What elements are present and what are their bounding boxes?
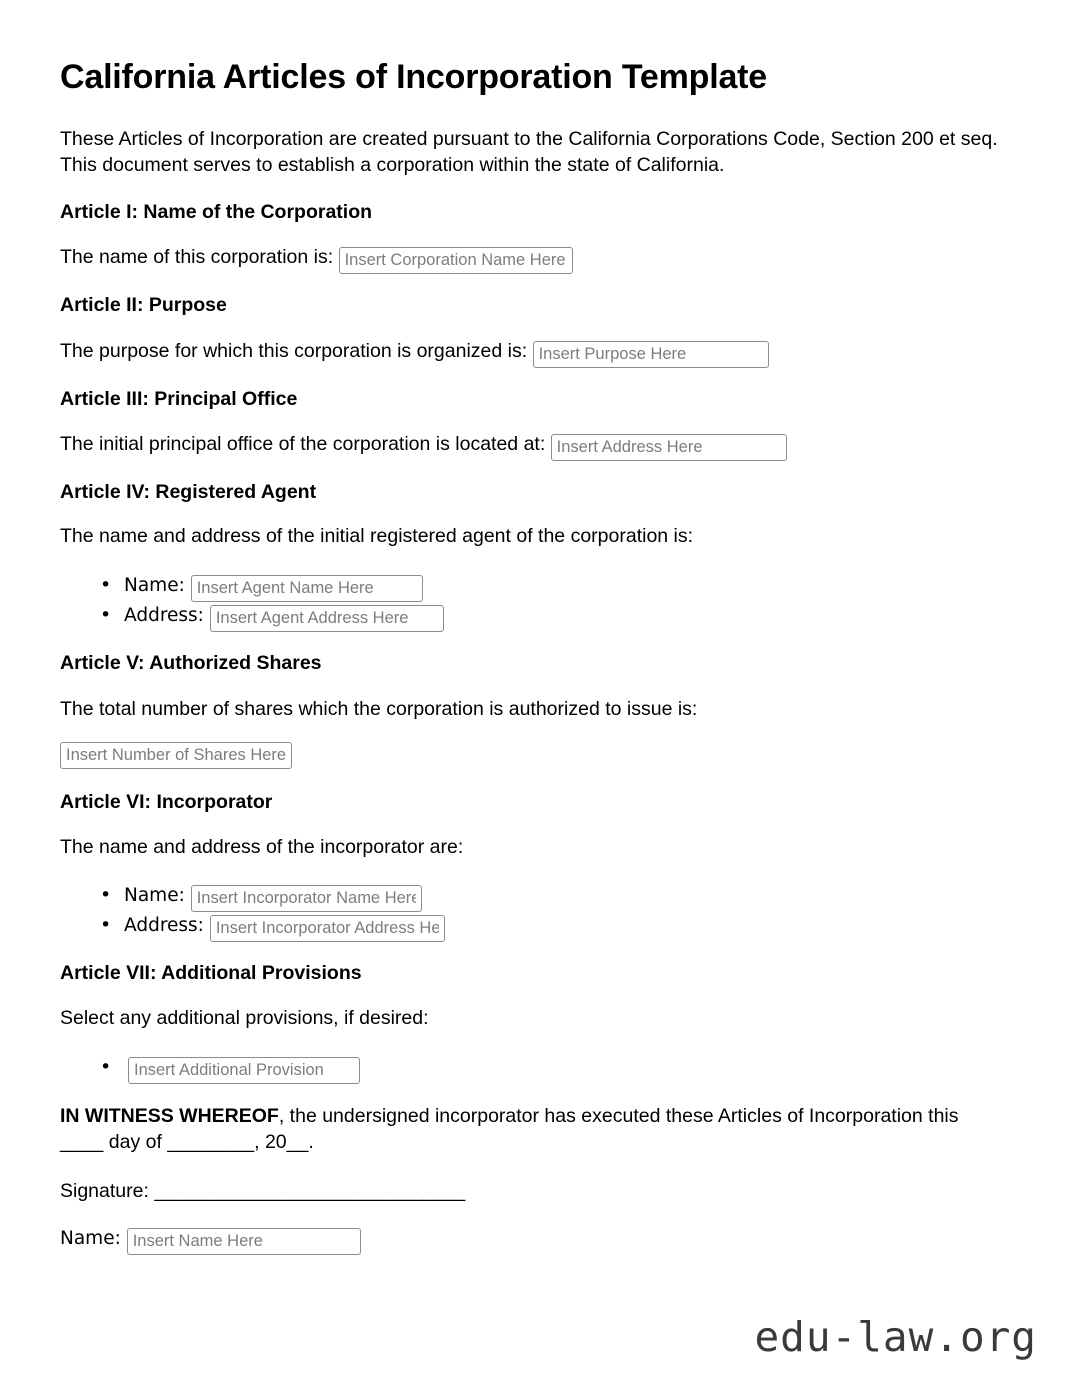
article-2-heading: Article II: Purpose	[60, 294, 227, 317]
authorized-shares-input[interactable]	[60, 742, 292, 769]
witness-clause-text-before-day: , the undersigned incorporator has executed these Articles of Incorporation this	[278, 1104, 959, 1127]
witness-clause-text-after-month: , 20	[254, 1130, 287, 1153]
additional-provisions-list	[60, 1054, 1015, 1082]
site-watermark: edu-law.org	[754, 1313, 1037, 1361]
signature-label: Signature:	[60, 1179, 149, 1202]
signature-rule: ______________________________	[154, 1179, 465, 1202]
article-5-field-row	[60, 742, 1015, 769]
article-5-heading: Article V: Authorized Shares	[60, 652, 322, 675]
additional-provision-input[interactable]	[128, 1057, 360, 1084]
agent-name-label: Name:	[124, 575, 185, 597]
article-1-field-row	[60, 244, 1005, 272]
signer-name-label: Name:	[60, 1227, 121, 1249]
agent-address-input[interactable]	[210, 605, 444, 632]
agent-address-label: Address:	[124, 605, 204, 627]
agent-name-input[interactable]	[191, 575, 423, 602]
witness-clause-bold: IN WITNESS WHEREOF	[60, 1104, 279, 1127]
article-1-heading: Article I: Name of the Corporation	[60, 200, 373, 223]
page-title: California Articles of Incorporation Template	[60, 58, 767, 96]
list-item	[98, 912, 1015, 940]
witness-clause	[60, 1104, 1005, 1156]
article-5-lead-row	[60, 696, 1005, 722]
article-3-lead-text: The initial principal office of the corporation is located at:	[60, 433, 546, 456]
principal-office-address-input[interactable]	[551, 434, 787, 461]
list-item	[98, 602, 1015, 630]
incorporator-address-input[interactable]	[210, 915, 445, 942]
corporation-name-input[interactable]	[339, 247, 573, 274]
article-7-heading: Article VII: Additional Provisions	[60, 962, 362, 985]
intro-paragraph: These Articles of Incorporation are created pursuant to the California Corporations Code, Section 200 et seq. This document serves to establish a corporation within the state of California.	[60, 128, 998, 176]
article-2-lead-text: The purpose for which this corporation is organized is:	[60, 339, 528, 362]
article-3-field-row	[60, 431, 1005, 459]
purpose-input[interactable]	[533, 341, 769, 368]
incorporator-name-input[interactable]	[191, 885, 422, 912]
article-6-lead-text: The name and address of the incorporator are:	[60, 835, 464, 858]
article-4-heading: Article IV: Registered Agent	[60, 481, 317, 504]
article-7-lead-text: Select any additional provisions, if desired:	[60, 1006, 429, 1029]
month-blank: ________	[167, 1130, 255, 1153]
list-item	[98, 1054, 1015, 1082]
list-item	[98, 572, 1015, 600]
article-1-lead-text: The name of this corporation is:	[60, 246, 334, 269]
registered-agent-list	[60, 572, 1015, 630]
incorporator-address-label: Address:	[124, 915, 204, 937]
signer-name-row	[60, 1226, 1015, 1253]
signature-row	[60, 1178, 1015, 1204]
witness-clause-text-mid: day of	[103, 1130, 168, 1153]
article-5-lead-text: The total number of shares which the corporation is authorized to issue is:	[60, 697, 698, 720]
list-item	[98, 882, 1015, 910]
day-blank: ____	[60, 1130, 104, 1153]
incorporator-list	[60, 882, 1015, 940]
year-blank: __	[286, 1130, 309, 1153]
article-2-field-row	[60, 338, 1005, 366]
signer-name-input[interactable]	[127, 1228, 361, 1255]
article-6-heading: Article VI: Incorporator	[60, 791, 273, 814]
article-3-heading: Article III: Principal Office	[60, 387, 298, 410]
witness-clause-end: .	[308, 1130, 314, 1153]
article-4-lead-text: The name and address of the initial registered agent of the corporation is:	[60, 525, 694, 548]
incorporator-name-label: Name:	[124, 885, 185, 907]
